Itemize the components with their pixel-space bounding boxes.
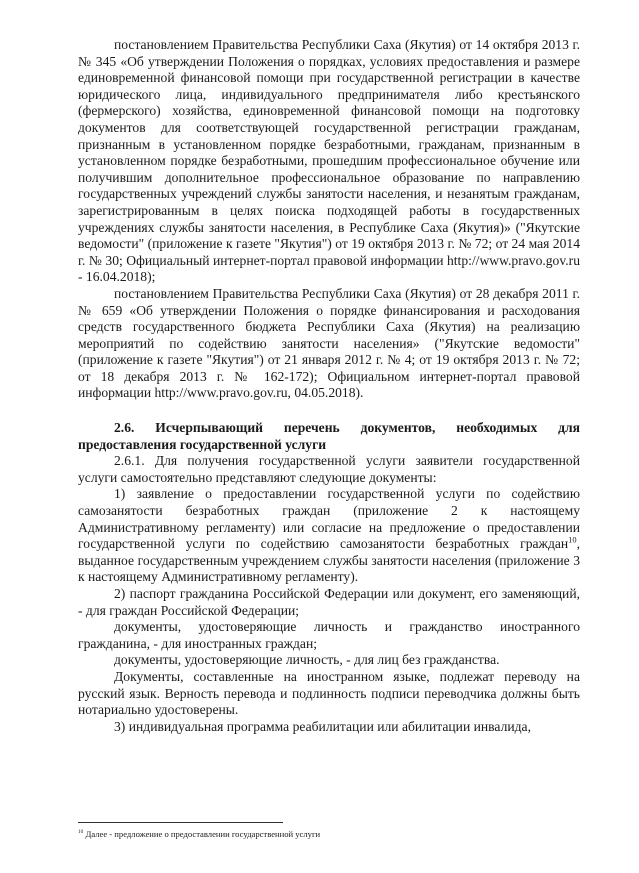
- paragraph-2-6-1: 2.6.1. Для получения государственной услуги заявители государственной услуги самостоятельно представляют следующие документы:: [78, 453, 580, 485]
- document-body: [78, 37, 580, 735]
- paragraph-stateless: документы, удостоверяющие личность, - для лиц без гражданства.: [114, 652, 500, 668]
- list-item-2: 2) паспорт гражданина Российской Федерации или документ, его заменяющий, - для граждан Российской Федерации;: [78, 586, 580, 618]
- list-item-1: [78, 486, 580, 586]
- paragraph-resolution-345: постановлением Правительства Республики Саха (Якутия) от 14 октября 2013 г. № 345 «Об утверждении Положения о порядках, условиях предоставления и размере единовременной финансовой помощи при государственной регистрации в качестве юридического лица, индивидуального предпринимателя либо крестьянского (фермерского) хозяйства, единовременной финансовой помощи на подготовку документов для соответствующей государственной регистрации гражданам, признанным в установленном порядке безработными, гражданам, признанным в установленном порядке безработными, прошедшим профессиональное обучение или получившим дополнительное профессиональное образование по направлению государственных учреждений службы занятости населения, и незанятым гражданам, зарегистрированным в целях поиска подходящей работы в государственных учреждениях службы занятости населения, в Республике Саха (Якутия)» ("Якутские ведомости" (приложение к газете "Якутия") от 19 октября 2013 г. № 72; от 24 мая 2014 г. № 30; Официальный интернет-портал правовой информации http://www.pravo.gov.ru - 16.04.2018);: [78, 37, 580, 285]
- footnote: [78, 829, 580, 840]
- footnote-reference: 10: [568, 534, 577, 545]
- list-item-1-text: 1) заявление о предоставлении государственной услуги по содействию самозанятости безработных граждан (приложение 2 к настоящему Административному регламенту) или согласие на предложение о предоставлении государственной услуги по содействию самозанятости безработных граждан: [78, 486, 580, 552]
- footnote-text: Далее - предложение о предоставлении государственной услуги: [85, 829, 321, 839]
- list-item-3: 3) индивидуальная программа реабилитации или абилитации инвалида,: [114, 718, 531, 734]
- list-item-1-continuation: , выданное государственным учреждением службы занятости населения (приложение 3 к настоящему Административному регламенту).: [78, 536, 580, 585]
- paragraph-foreign-citizens: документы, удостоверяющие личность и гражданство иностранного гражданина, - для иностранных граждан;: [78, 619, 580, 651]
- section-heading-2-6: 2.6. Исчерпывающий перечень документов, необходимых для предоставления государственной услуги: [78, 420, 580, 452]
- paragraph-resolution-659: постановлением Правительства Республики Саха (Якутия) от 28 декабря 2011 г. № 659 «Об утверждении Положения о порядке финансирования и расходования средств государственного бюджета Республики Саха (Якутия) на реализацию мероприятий по содействию занятости населения» ("Якутские ведомости" (приложение к газете "Якутия") от 21 января 2012 г. № 4; от 19 октября 2013 г. № 72; от 18 декабря 2013 г. № 162-172); Официальном интернет-портал правовой информации http://www.pravo.gov.ru, 04.05.2018).: [78, 285, 580, 401]
- footnote-number: 10: [78, 829, 84, 836]
- paragraph-translation: Документы, составленные на иностранном языке, подлежат переводу на русский язык. Верность перевода и подлинность подписи переводчика должны быть нотариально удостоверены.: [78, 668, 580, 718]
- footnote-divider: [78, 822, 283, 823]
